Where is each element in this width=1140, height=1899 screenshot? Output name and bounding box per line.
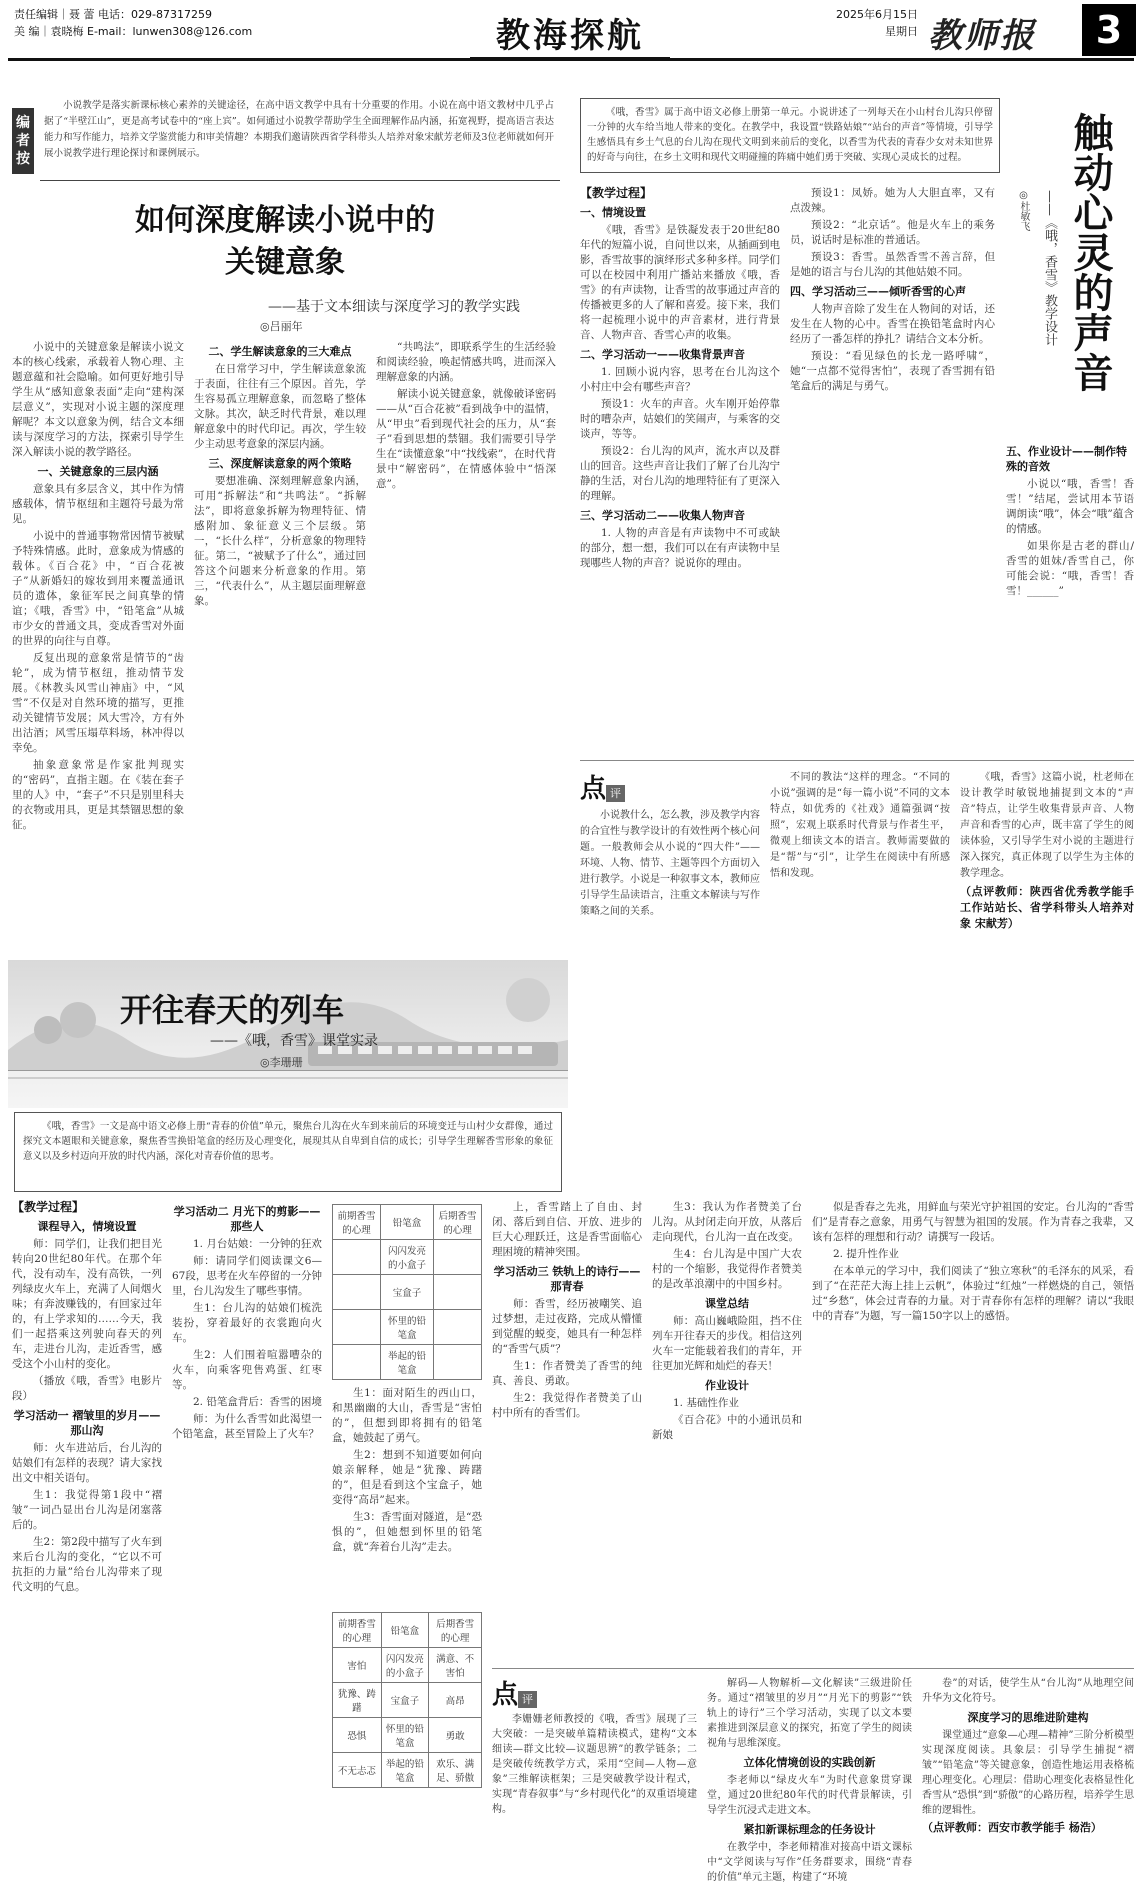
article3-subtitle: ——《哦，香雪》课堂实录 bbox=[210, 1033, 378, 1049]
editor-note-label: 编者按 bbox=[12, 108, 34, 174]
paragraph: 生2：我觉得作者赞美了山村中所有的香雪们。 bbox=[492, 1392, 642, 1419]
paragraph: 解读小说关键意象，就像破译密码——从“百合花被”看到战争中的温情，从“甲虫”看到现代社会的压力，从“套子”看到思想的禁锢。我们需要引导学生在“读懂意象”中“找线索”，在时代背景中“解密码”，在情感体验中“悟深意”。 bbox=[376, 388, 556, 490]
comment1-header bbox=[580, 768, 625, 805]
paragraph: 2. 提升性作业 bbox=[833, 1248, 899, 1260]
comment2-mark2: 评 bbox=[518, 1691, 537, 1708]
psychology-table-blank bbox=[332, 1204, 482, 1380]
article2-subtitle: ——《哦，香雪》教学设计 bbox=[1042, 190, 1057, 346]
table-header: 铅笔盒 bbox=[381, 1613, 428, 1648]
article3-col4 bbox=[492, 1200, 642, 1660]
table-row bbox=[333, 1683, 482, 1718]
comment2-col1 bbox=[492, 1712, 697, 1894]
table-header: 后期香雪的心理 bbox=[429, 1613, 482, 1648]
article2-col3 bbox=[1006, 440, 1134, 745]
paragraph: 小说教什么，怎么教，涉及教学内容的合宜性与教学设计的有效性两个核心问题。一般教师会从小说的“四大件”——环境、人物、情节、主题等四个方面切入进行教学。小说是一种叙事文本，教师应引导学生品读语言，注重文本解读与写作策略之间的关系。 bbox=[580, 810, 760, 917]
table-header: 后期香雪的心理 bbox=[433, 1205, 481, 1240]
article3-col1 bbox=[12, 1200, 162, 1890]
paragraph: 卷”的对话，使学生从“台儿沟”从地理空间升华为文化符号。 bbox=[922, 1678, 1134, 1704]
table-cell: 宝盒子 bbox=[381, 1683, 428, 1718]
article1-col3 bbox=[376, 340, 556, 880]
paragraph: 李老师以“绿皮火车”为时代意象贯穿课堂，通过20世纪80年代的时代背景解读，引导学生沉浸式走进文本。 bbox=[707, 1775, 912, 1816]
table-cell: 高昂 bbox=[429, 1683, 482, 1718]
paragraph: 1. 月台姑娘：一分钟的狂欢 bbox=[193, 1238, 322, 1250]
divider bbox=[40, 180, 560, 181]
article1-author: ◎吕丽年 bbox=[260, 320, 303, 333]
article1-title bbox=[50, 200, 520, 284]
header-rule bbox=[8, 58, 1134, 61]
paragraph: 反复出现的意象常是情节的“齿轮”，成为情节枢纽，推动情节发展。《林教头风雪山神庙》中，“风雪”不仅是对自然环境的描写，更推动关键情节发展；风大雪冷，方有外出沽酒；风雪压塌草料场，林冲得以幸免。 bbox=[12, 652, 184, 754]
paragraph: 似是香春之先兆，用鲜血与荣光守护祖国的安定。台儿沟的“香雪们”是青春之意象，用勇气与智慧为祖国的发展。作为青春之我辈，又该有怎样的理想和行动？请撰写一段话。 bbox=[812, 1201, 1134, 1243]
paragraph: 上，香雪踏上了自由、封闭、落后到自信、开放、进步的巨大心理跃迁，这是香雪面临心理困境的精神突围。 bbox=[492, 1201, 642, 1258]
paragraph: 1. 人物的声音是有声读物中不可或缺的部分，想一想，我们可以在有声读物中呈现哪些人物的声音？说说你的理由。 bbox=[580, 527, 780, 569]
section-title: 学习活动三 铁轨上的诗行——那青春 bbox=[493, 1265, 641, 1293]
table-cell: 怀里的铅笔盒 bbox=[381, 1718, 428, 1753]
comment2-mark: 点 bbox=[492, 1680, 519, 1710]
article1-title-line1: 如何深度解读小说中的 bbox=[135, 203, 435, 238]
paragraph: 小说以“哦，香雪！香雪！”结尾，尝试用本节语调朗读“哦”，体会“哦”蕴含的情感。 bbox=[1006, 478, 1134, 535]
comment2-col2 bbox=[707, 1676, 912, 1894]
paragraph: 生3：我认为作者赞美了台儿沟。从封闭走向开放，从落后走向现代，台儿沟一直在改变。 bbox=[652, 1201, 802, 1243]
paragraph: 预设：“看见绿色的长龙一路呼啸”，她“一点都不觉得害怕”，表现了香雪拥有铅笔盒后的满足与勇气。 bbox=[790, 350, 995, 392]
paragraph: 生3：香雪面对隧道，是“恐惧的”，但她想到怀里的铅笔盒，就“奔着台儿沟”走去。 bbox=[332, 1511, 482, 1553]
masthead-credits bbox=[14, 6, 314, 40]
article2-title: 触动心灵的声音 bbox=[1067, 112, 1113, 392]
section-title: 立体化情境创设的实践创新 bbox=[743, 1756, 876, 1769]
article2-col2 bbox=[790, 186, 995, 741]
section-title: 紧扣新课标理念的任务设计 bbox=[743, 1823, 876, 1836]
page-number: 3 bbox=[1082, 4, 1136, 56]
section-title: 五、作业设计——制作特殊的音效 bbox=[1006, 445, 1127, 473]
article1-subtitle: ——基于文本细读与深度学习的教学实践 bbox=[268, 299, 520, 315]
paragraph: 如果你是古老的群山/香雪的姐妹/香雪自己，你可能会说：“哦，香雪！香雪！______” bbox=[1006, 540, 1134, 597]
article3-col2 bbox=[172, 1200, 322, 1890]
paragraph: 师：为什么香雪如此渴望一个铅笔盒，甚至冒险上了火车？ bbox=[172, 1413, 322, 1440]
article1-col1 bbox=[12, 340, 184, 880]
section-title: 一、情境设置 bbox=[580, 206, 646, 219]
table-row bbox=[333, 1718, 482, 1753]
editor-note-text: 小说教学是落实新课标核心素养的关键途径，在高中语文教学中具有十分重要的作用。小说在高中语文教材中几乎占据了“半壁江山”，更是高考试卷中的“座上宾”。如何通过小说教学帮助学生全面理解作品内涵，拓宽视野，提高语言表达能力和写作能力，培养文学鉴赏能力和审美情趣？本期我们邀请陕西省学科带头人培养对象宋献芳老师及3位老师就如何开展小说教学进行理论探讨和课例展示。 bbox=[44, 100, 554, 159]
comment1-col2 bbox=[770, 770, 950, 1050]
article1-section1-title: 一、关键意象的三层内涵 bbox=[37, 465, 159, 478]
article3-intro: 《哦，香雪》一文是高中语文必修上册“青春的价值”单元，聚焦台儿沟在火车到来前后的环境变迁与山村少女群像，通过探究文本题眼和关键意象，聚焦香雪换铅笔盒的经历及心理变化，展现其从自卑到自信的成长；引导学生理解香雪形象的象征意义以及乡村迈向开放的时代内涵，深化对青春价值的思考。 bbox=[14, 1112, 562, 1192]
article3-col3 bbox=[332, 1204, 482, 1788]
comment2-header bbox=[492, 1674, 537, 1711]
paragraph: 生2：人们围着喧嚣嘈杂的火车，向乘客兜售鸡蛋、红枣等。 bbox=[172, 1349, 322, 1391]
table-cell: 举起的铅笔盒 bbox=[381, 1753, 428, 1788]
article1-section2-title: 二、学生解读意象的三大难点 bbox=[208, 345, 352, 358]
table-row bbox=[333, 1310, 482, 1345]
newspaper-logo: 教师报 bbox=[928, 16, 1036, 56]
paragraph: 生2：第2段中描写了火车到来后台儿沟的变化，“它以不可抗拒的力量”给台儿沟带来了现代文明的气息。 bbox=[12, 1536, 162, 1593]
paragraph: 抽象意象常是作家批判现实的“密码”，直指主题。在《装在套子里的人》中，“套子”不只是别里科夫的衣物或用具，更是其禁锢思想的象征。 bbox=[12, 759, 184, 831]
table-header: 铅笔盒 bbox=[381, 1205, 434, 1240]
paragraph: 预设1：凤娇。她为人大胆直率，又有点泼辣。 bbox=[790, 187, 995, 214]
table-header: 前期香雪的心理 bbox=[333, 1613, 382, 1648]
table-cell: 宝盒子 bbox=[381, 1275, 434, 1310]
paragraph: 课堂通过“意象—心理—精神”三阶分析模型实现深度阅读。具象层：引导学生捕捉“褶皱”“铅笔盒”等关键意象，创造性地运用表格梳理心理变化。心理层：借助心理变化表格显性化香雪从“恐惧”到“骄傲”的心路历程，培养学生思维的逻辑性。 bbox=[922, 1730, 1134, 1816]
table-row bbox=[333, 1648, 482, 1683]
comment1-col3 bbox=[960, 770, 1134, 1050]
section-title: 二、学习活动一——收集背景声音 bbox=[580, 348, 745, 361]
paragraph: “共鸣法”，即联系学生的生活经验和阅读经验，唤起情感共鸣，进而深入理解意象的内涵。 bbox=[376, 341, 556, 383]
table-cell: 怀里的铅笔盒 bbox=[381, 1310, 434, 1345]
table-cell: 闪闪发亮的小盒子 bbox=[381, 1648, 428, 1683]
table-cell: 害怕 bbox=[333, 1648, 382, 1683]
paragraph: 师：同学们，让我们把目光转向20世纪80年代。在那个年代，没有动车，没有高铁，一列列绿皮火车上，充满了人间烟火味；有奔波赚钱的，有回家过年的，有上学求知的……今天，我们一起搭乘这列驶向春天的列车，走进台儿沟，走近香雪，感受这个小山村的变化。 bbox=[12, 1238, 162, 1370]
paragraph: 师：火车进站后，台儿沟的姑娘们有怎样的表现？请大家找出文中相关语句。 bbox=[12, 1442, 162, 1484]
section-title: 三、学习活动二——收集人物声音 bbox=[580, 509, 745, 522]
paragraph: 预设3：香雪。虽然香雪不善言辞，但是她的语言与台儿沟的其他姑娘不同。 bbox=[790, 251, 995, 278]
article2-process-label: 【教学过程】 bbox=[580, 186, 653, 200]
article2-intro: 《哦，香雪》属于高中语文必修上册第一单元。小说讲述了一列每天在小山村台儿沟只停留一分钟的火车给当地人带来的变化。在教学中，我设置“铁路姑娘”“站台的声音”等情境，引导学生感悟具有乡土气息的台儿沟在现代文明到来前后的变化，以香雪为代表的青春少女对未知世界的好奇与向往，在乡土文明和现代文明碰撞的阵痛中她们勇于突破、实现心灵成长的过程。 bbox=[580, 98, 1000, 173]
article1-intro: 小说中的关键意象是解读小说文本的核心线索，承载着人物心理、主题意蕴和社会隐喻。如何更好地引导学生从“感知意象表面”走向“建构深层意义”，实现对小说主题的深度理解呢？本文以意象为例，结合文本细读与深度学习的方法，探索引导学生深入解读小说的教学路径。 bbox=[12, 341, 184, 458]
paragraph: 师：高山巍峨险阻，挡不住列车开往春天的步伐。相信这列火车一定能载着我们的青年，开往更加光辉和灿烂的春天！ bbox=[652, 1315, 802, 1372]
paragraph: 在教学中，李老师精准对接高中语文课标中“文学阅读与写作”任务群要求，围绕“青春的价值”单元主题，构建了“环境 bbox=[707, 1842, 912, 1883]
paragraph: （播放《哦，香雪》电影片段） bbox=[12, 1375, 162, 1402]
paragraph: 师：请同学们阅读课文6—67段，思考在火车停留的一分钟里，台儿沟发生了哪些事情。 bbox=[172, 1255, 322, 1297]
paragraph: 意象具有多层含义，其中作为情感载体，情节枢纽和主题符号最为常见。 bbox=[12, 483, 184, 525]
table-cell: 满意、不害怕 bbox=[429, 1648, 482, 1683]
paragraph: 《百合花》中的小通讯员和新娘 bbox=[652, 1414, 802, 1441]
designer-line: 美 编｜袁晓梅 E-mail：lunwen308@126.com bbox=[14, 25, 253, 38]
section-title: 深度学习的思维进阶建构 bbox=[967, 1711, 1089, 1724]
table-row bbox=[333, 1753, 482, 1788]
paragraph: 小说中的普通事物常因情节被赋予特殊情感。此时，意象成为情感的载体。《百合花》中，“百合花被子”从新婚妇的嫁妆到用来覆盖通讯员的遗体，象征军民之间真挚的情谊；《哦，香雪》中，“铅笔盒”从城市少女的普通文具，变成香雪对外面的世界的向往与自尊。 bbox=[12, 530, 184, 647]
paragraph: 2. 铅笔盒背后：香雪的困境 bbox=[193, 1396, 322, 1408]
article3-col5 bbox=[652, 1200, 802, 1660]
table-header: 前期香雪的心理 bbox=[333, 1205, 381, 1240]
comment2-signature: （点评教师：西安市教学能手 杨浩） bbox=[922, 1821, 1102, 1834]
article3-title: 开往春天的列车 bbox=[120, 991, 345, 1029]
article3-author: ◎李珊珊 bbox=[260, 1056, 303, 1069]
paragraph: 1. 基础性作业 bbox=[673, 1397, 739, 1409]
section-title: 学习活动一 褶皱里的岁月——那山沟 bbox=[13, 1409, 161, 1437]
psychology-table-filled bbox=[332, 1612, 482, 1788]
paragraph: 1. 回顾小说内容，思考在台儿沟这个小村庄中会有哪些声音？ bbox=[580, 366, 780, 393]
paragraph: 生1：我觉得第1段中“褶皱”一词凸显出台儿沟是闭塞落后的。 bbox=[12, 1489, 162, 1531]
paragraph: 人物声音除了发生在人物间的对话，还发生在人物的心中。香雪在换铅笔盒时内心经历了一番怎样的挣扎？请结合文本分析。 bbox=[790, 303, 995, 345]
paragraph: 不同的教法“这样的理念。“不同的小说”强调的是“每一篇小说”不同的文本特点，如优秀的《社戏》通篇强调“按照”，宏观上联系时代背景与作者生平，微观上细读文本的语言。教师需要做的是“帮”与“引”，让学生在阅读中有所感悟和发现。 bbox=[770, 772, 950, 879]
paragraph: 李姗姗老师教授的《哦，香雪》展现了三大突破：一是突破单篇精读模式，建构“文本细读—群文比较—议题思辨”的教学链条；二是突破传统教学方式，采用“空间—人物—意象”三维解读框架；三是突破教学设计程式，实现“青春叙事”与“乡村现代化”的双重语境建构。 bbox=[492, 1714, 697, 1815]
table-cell: 闪闪发亮的小盒子 bbox=[381, 1240, 434, 1275]
comment1-mark2: 评 bbox=[606, 785, 625, 802]
divider bbox=[580, 760, 1134, 761]
table-row bbox=[333, 1345, 482, 1380]
table-cell: 恐惧 bbox=[333, 1718, 382, 1753]
paragraph: 预设2：“北京话”。他是火车上的乘务员，说话时是标准的普通话。 bbox=[790, 219, 995, 246]
table-row bbox=[333, 1275, 482, 1310]
section-title: 课堂总结 bbox=[705, 1297, 749, 1310]
divider bbox=[492, 1668, 1134, 1669]
paragraph: 在本单元的学习中，我们阅读了“独立寒秋”的毛泽东的风采，看到了“在茫茫大海上挂上云帆”，体验过“红烛”一样燃烧的自己，领悟过“乡愁”，体会过青春的力量。对于青春你有怎样的理解？请以“我眼中的青春”为题，写一篇150字以上的感悟。 bbox=[812, 1265, 1134, 1322]
article2-col1 bbox=[580, 186, 780, 741]
section-title: 作业设计 bbox=[705, 1379, 749, 1392]
paragraph: 生1：面对陌生的西山口，和黑幽幽的大山，香雪是“害怕的”，但想到即将拥有的铅笔盒，她鼓起了勇气。 bbox=[332, 1387, 482, 1444]
section-title: 四、学习活动三——倾听香雪的心声 bbox=[790, 285, 966, 298]
paragraph: 生4：台儿沟是中国广大农村的一个缩影，我觉得作者赞美的是改革浪潮中的中国乡村。 bbox=[652, 1248, 802, 1290]
paragraph: 生2：想到不知道要如何向娘亲解释，她是“犹豫、踌躇的”，但是看到这个宝盒子，她变得“高昂”起来。 bbox=[332, 1449, 482, 1506]
article3-col6 bbox=[812, 1200, 1134, 1660]
table-cell: 不无忐忑 bbox=[333, 1753, 382, 1788]
comment1-mark: 点 bbox=[580, 774, 607, 804]
section-title: 教海探航 bbox=[470, 8, 670, 60]
paragraph: 《哦，香雪》这篇小说，杜老师在设计教学时敏锐地捕捉到文本的“声音”特点，让学生收集背景声音、人物声音和香雪的心声，既丰富了学生的阅读体验，又引导学生对小说的主题进行深入探究，真正体现了以学生为主体的教学理念。 bbox=[960, 772, 1134, 879]
article1-col2 bbox=[194, 340, 366, 880]
table-cell: 勇敢 bbox=[429, 1718, 482, 1753]
paragraph: 生1：台儿沟的姑娘们梳洗装扮，穿着最好的衣裳跑向火车。 bbox=[172, 1302, 322, 1344]
paragraph: 《哦，香雪》是铁凝发表于20世纪80年代的短篇小说，自问世以来，从插画到电影，香雪故事的演绎形式多种多样。同学们可以在校园中利用广播站来播放《哦，香雪》的有声读物，让香雪的故事通过声音的传播被更多的人了解和喜爱。接下来，我们将一起梳理小说中的声音素材，进行背景音、人物声音、香雪心声的收集。 bbox=[580, 224, 780, 341]
paragraph: 预设2：台儿沟的风声，流水声以及群山的回音。这些声音让我们了解了台儿沟宁静的生活，对台儿沟的地理特征有了更深入的理解。 bbox=[580, 445, 780, 502]
paragraph: 要想准确、深刻理解意象内涵，可用“拆解法”和“共鸣法”。“拆解法”，即将意象拆解为物理特征、情感附加、象征意义三个层级。第一，“长什么样”，分析意象的物理特征。第二，“被赋予了什么”，通过回答这个问题来分析意象的作用。第三，“代表什么”，从主题层面理解意象。 bbox=[194, 475, 366, 607]
section-title: 学习活动二 月光下的剪影——那些人 bbox=[173, 1205, 321, 1233]
comment1-col1 bbox=[580, 808, 760, 1048]
paragraph: 师：香雪，经历被嘲笑、追过梦想，走过夜路，完成从懵懂到觉醒的蜕变，她具有一种怎样的“香雪气质”？ bbox=[492, 1298, 642, 1355]
date-text: 2025年6月15日 bbox=[836, 8, 918, 21]
comment2-col3 bbox=[922, 1676, 1134, 1894]
paragraph: 生1：作者赞美了香雪的纯真、善良、勇敢。 bbox=[492, 1360, 642, 1387]
paragraph: 在日常学习中，学生解读意象流于表面，往往有三个原因。首先，学生容易孤立理解意象，而忽略了整体文脉。其次，缺乏时代背景，难以理解意象中的时代印记。再次，学生较少主动思考意象的深层内涵。 bbox=[194, 363, 366, 450]
comment1-signature: （点评教师：陕西省优秀教学能手工作站站长、省学科带头人培养对象 宋献芳） bbox=[960, 885, 1134, 930]
article1-title-line2: 关键意象 bbox=[225, 245, 345, 280]
table-row bbox=[333, 1240, 482, 1275]
table-cell: 欢乐、满足、骄傲 bbox=[429, 1753, 482, 1788]
section-title: 课程导入，情境设置 bbox=[37, 1220, 137, 1233]
editor-line: 责任编辑｜聂 蕾 电话：029-87317259 bbox=[14, 8, 212, 21]
issue-date bbox=[808, 6, 918, 40]
weekday-text: 星期日 bbox=[885, 25, 918, 38]
article3-process-label: 【教学过程】 bbox=[12, 1200, 85, 1214]
article2-author: ◎杜敏飞 bbox=[1018, 190, 1029, 231]
table-cell: 犹豫、踌躇 bbox=[333, 1683, 382, 1718]
table-cell: 举起的铅笔盒 bbox=[381, 1345, 434, 1380]
article3-col3-text bbox=[332, 1386, 482, 1606]
article1-section3-title: 三、深度解读意象的两个策略 bbox=[208, 457, 352, 470]
paragraph: 预设1：火车的声音。火车刚开始停靠时的嘈杂声，姑娘们的笑闹声，与乘客的交谈声，等等。 bbox=[580, 398, 780, 440]
paragraph: 解码—人物解析—文化解读”三级进阶任务。通过“褶皱里的岁月”“月光下的剪影”“铁轨上的诗行”三个学习活动，实现了以文本要素推进到深层意义的探究，拓宽了学生的阅读视角与思维深度。 bbox=[707, 1678, 912, 1749]
